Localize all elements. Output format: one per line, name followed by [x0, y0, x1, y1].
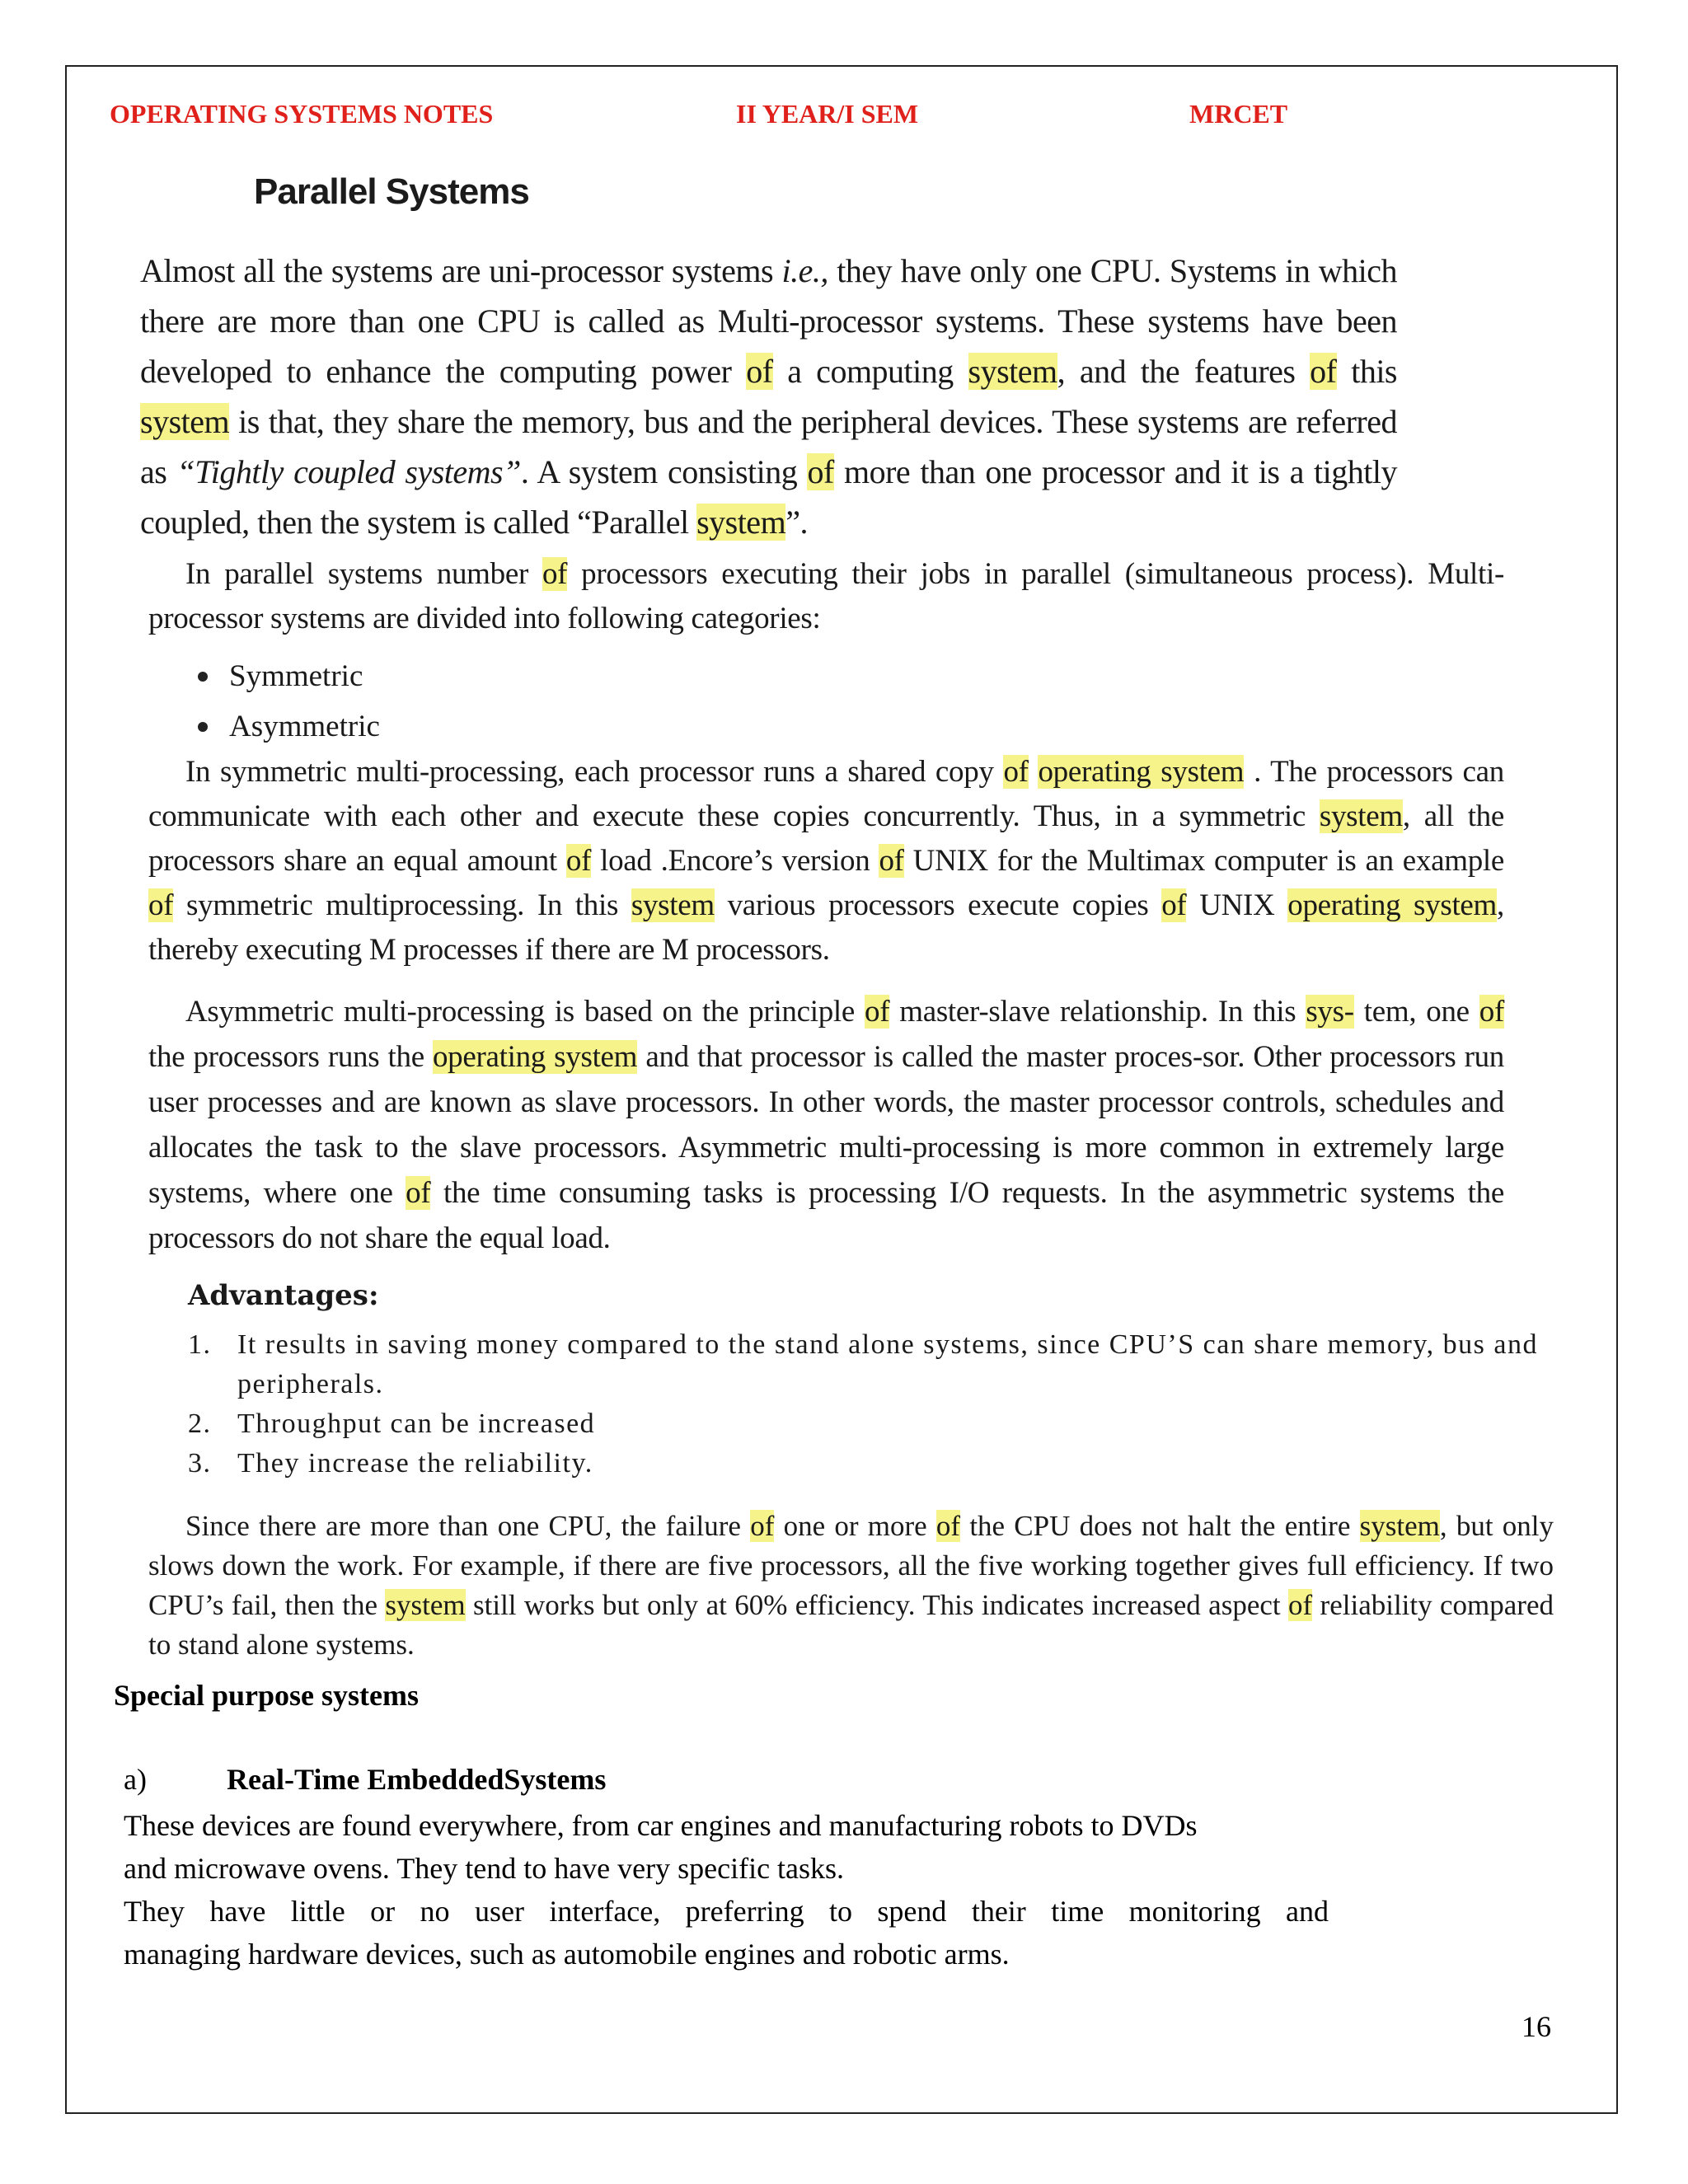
header-course-title: OPERATING SYSTEMS NOTES [110, 99, 494, 129]
paragraph-parallel-intro: Almost all the systems are uni-processor systems i.e., they have only one CPU. Systems in which there are more than one CPU is called as Multi-processor systems. These systems have been developed to enhance the computing power of a computing system, and the features of this system is that, they share the memory, bus and the peripheral devices. These systems are referred as “Tightly coupled systems”. A system consisting of more than one processor and it is a tightly coupled, then the system is called “Parallel system”. [140, 252, 1398, 541]
list-item: 3. They increase the reliability. [188, 1448, 593, 1479]
advantages-list [188, 1325, 1548, 1483]
list-item: Asymmetric [198, 701, 380, 752]
list-item: 1. It results in saving money compared to the stand alone systems, since CPU’S can share memory, bus and peripherals. [188, 1329, 1538, 1399]
header-institution: MRCET [1189, 99, 1288, 129]
text-line: These devices are found everywhere, from car engines and manufacturing robots to DVDs [124, 1809, 1198, 1842]
paragraph-asymmetric: Asymmetric multi-processing is based on the principle of master-slave relationship. In this sys- tem, one of the processors runs the operating system and that processor is called the master proces-sor. Other processors run user processes and are known as slave processors. In other words, the master processor controls, schedules and allocates the task to the slave processors. Asymmetric multi-processing is more common in extremely large systems, where one of the time consuming tasks is processing I/O requests. In the asymmetric systems the processors do not share the equal load. [148, 995, 1505, 1255]
special-purpose-heading: Special purpose systems [114, 1679, 420, 1712]
paragraph-symmetric: In symmetric multi-processing, each processor runs a shared copy of operating system . The processors can communicate with each other and execute these copies concurrently. Thus, in a symmetric system, all the processors share an equal amount of load .Encore’s version of UNIX for the Multimax computer is an example of symmetric multiprocessing. In this system various processors execute copies of UNIX operating system, thereby executing M processes if there are M processors. [148, 755, 1505, 967]
subsection-letter: a) [124, 1763, 147, 1796]
embedded-systems-text [124, 1804, 1329, 1975]
bullet-icon [198, 722, 208, 732]
paragraph-reliability: Since there are more than one CPU, the failure of one or more of the CPU does not halt the entire system, but only slows down the work. For example, if there are five processors, all the five working together gives full efficiency. If two CPU’s fail, then the system still works but only at 60% efficiency. This indicates increased aspect of reliability compared to stand alone systems. [148, 1510, 1554, 1661]
category-list [198, 651, 380, 752]
paragraph-multiprocessor-categories: In parallel systems number of processors executing their jobs in parallel (simultaneous process). Multi-processor systems are divided into following categories: [148, 557, 1504, 635]
scan-section-title: Parallel Systems [254, 171, 529, 212]
list-item: 2. Throughput can be increased [188, 1408, 596, 1439]
text-line: They have little or no user interface, preferring to spend their time monitoring and [124, 1895, 1329, 1928]
header-year-semester: II YEAR/I SEM [736, 99, 919, 129]
text-line: managing hardware devices, such as automobile engines and robotic arms. [124, 1938, 1010, 1971]
text-line: and microwave ovens. They tend to have very specific tasks. [124, 1852, 845, 1885]
subsection-title: Real-Time EmbeddedSystems [227, 1763, 607, 1796]
advantages-heading: Advantages: [188, 1279, 379, 1312]
subsection-heading [124, 1762, 606, 1797]
bullet-icon [198, 672, 208, 682]
page-number: 16 [1522, 2010, 1551, 2043]
list-item: Symmetric [198, 651, 380, 701]
